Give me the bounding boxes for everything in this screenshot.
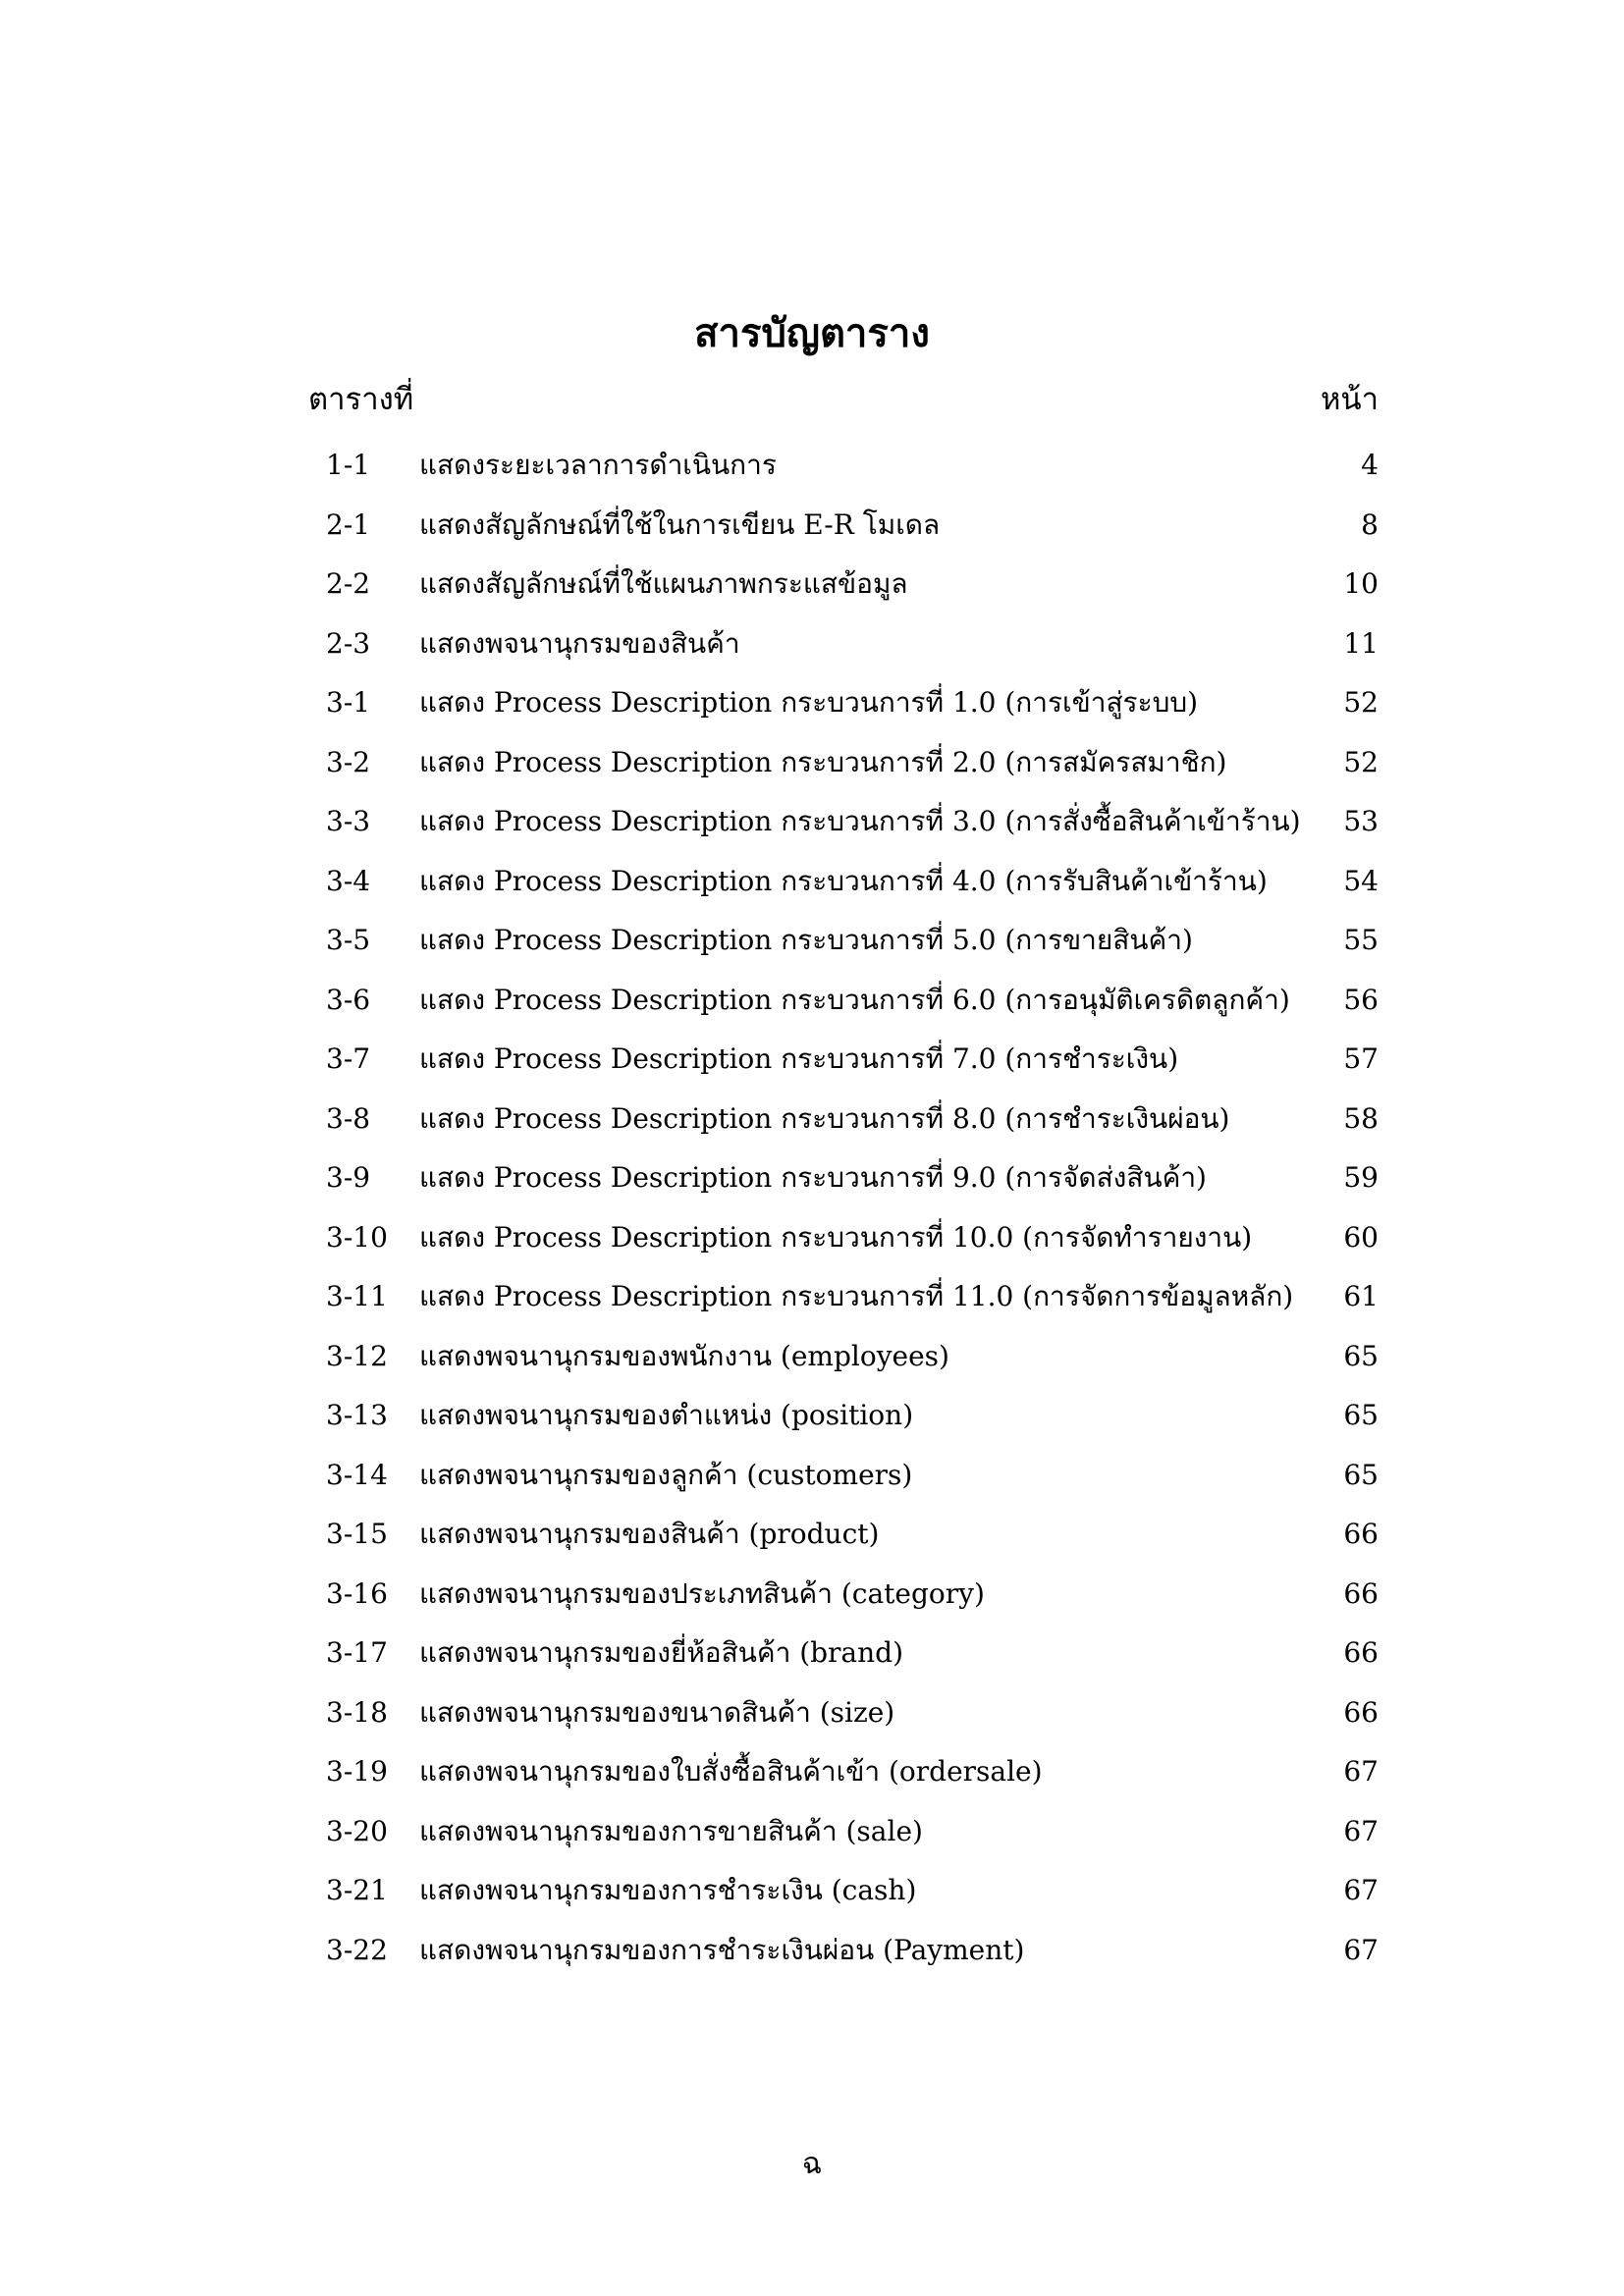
- page-number-column-header: หน้า: [1320, 382, 1379, 417]
- table-number: 3-10: [326, 1220, 388, 1254]
- table-number: 3-4: [326, 864, 371, 897]
- table-number: 3-1: [326, 686, 371, 719]
- table-description: แสดง Process Description กระบวนการที่ 5.0 (การขายสินค้า): [419, 924, 1193, 956]
- table-number: 3-22: [326, 1933, 388, 1966]
- table-description: แสดงพจนานุกรมของการชำระเงินผ่อน (Payment): [419, 1933, 1025, 1966]
- table-number-column-header: ตารางที่: [308, 382, 414, 417]
- list-item: [0, 1208, 1624, 1268]
- table-number: 2-2: [326, 567, 371, 600]
- list-item: [0, 1565, 1624, 1625]
- page-number: 67: [1343, 1814, 1379, 1847]
- table-description: แสดง Process Description กระบวนการที่ 6.0 (การอนุมัติเครดิตลูกค้า): [419, 983, 1290, 1016]
- list-item: [0, 436, 1624, 496]
- page-number: 66: [1343, 1695, 1379, 1729]
- list-item: [0, 1624, 1624, 1683]
- page-number: 67: [1343, 1755, 1379, 1788]
- page-number: 52: [1343, 686, 1379, 719]
- table-number: 3-13: [326, 1399, 388, 1431]
- table-description: แสดง Process Description กระบวนการที่ 2.0 (การสมัครสมาชิก): [419, 745, 1227, 778]
- page-title: สารบัญตาราง: [694, 310, 930, 356]
- list-item: [0, 1921, 1624, 1981]
- page-number: 58: [1343, 1101, 1379, 1135]
- page-number: 56: [1343, 983, 1379, 1016]
- table-of-tables-list: [0, 436, 1624, 1980]
- page-number: 66: [1343, 1636, 1379, 1669]
- page-number: 66: [1343, 1576, 1379, 1610]
- page-number: 4: [1361, 449, 1379, 481]
- table-description: แสดงระยะเวลาการดำเนินการ: [419, 449, 777, 481]
- table-description: แสดง Process Description กระบวนการที่ 11.0 (การจัดการข้อมูลหลัก): [419, 1280, 1294, 1312]
- table-number: 3-18: [326, 1695, 388, 1729]
- table-description: แสดงพจนานุกรมของสินค้า: [419, 626, 740, 660]
- page-number: 11: [1343, 626, 1379, 660]
- table-number: 3-2: [326, 745, 371, 778]
- list-item: [0, 733, 1624, 793]
- table-description: แสดง Process Description กระบวนการที่ 9.0 (การจัดส่งสินค้า): [419, 1161, 1207, 1194]
- page-number: 66: [1343, 1518, 1379, 1550]
- table-description: แสดงพจนานุกรมของยี่ห้อสินค้า (brand): [419, 1636, 904, 1669]
- table-number: 3-9: [326, 1161, 371, 1194]
- table-number: 3-16: [326, 1576, 388, 1610]
- page-number: 60: [1343, 1220, 1379, 1254]
- table-description: แสดงพจนานุกรมของขนาดสินค้า (size): [419, 1695, 895, 1729]
- table-number: 3-21: [326, 1874, 388, 1906]
- table-description: แสดงสัญลักษณ์ที่ใช้ในการเขียน E-R โมเดล: [419, 507, 941, 541]
- page-number: 67: [1343, 1933, 1379, 1966]
- table-number: 3-8: [326, 1101, 371, 1135]
- list-item: [0, 1683, 1624, 1743]
- table-number: 3-5: [326, 924, 371, 956]
- page-number: 65: [1343, 1339, 1379, 1372]
- table-description: แสดงพจนานุกรมของใบสั่งซื้อสินค้าเข้า (ordersale): [419, 1755, 1043, 1788]
- list-item: [0, 1802, 1624, 1862]
- list-item: [0, 911, 1624, 971]
- table-number: 3-20: [326, 1814, 388, 1847]
- list-item: [0, 1148, 1624, 1208]
- table-number: 3-15: [326, 1518, 388, 1550]
- list-item: [0, 1327, 1624, 1387]
- page-number: 65: [1343, 1458, 1379, 1491]
- list-item: [0, 852, 1624, 912]
- page-number: 54: [1343, 864, 1379, 897]
- page-number: 61: [1343, 1280, 1379, 1312]
- list-item: [0, 1446, 1624, 1506]
- list-item: [0, 1505, 1624, 1565]
- page-number: 10: [1343, 567, 1379, 600]
- table-description: แสดงพจนานุกรมของการชำระเงิน (cash): [419, 1874, 917, 1906]
- list-item: [0, 1386, 1624, 1446]
- table-description: แสดงพจนานุกรมของลูกค้า (customers): [419, 1458, 913, 1491]
- table-number: 3-6: [326, 983, 371, 1016]
- page-number: 67: [1343, 1874, 1379, 1906]
- page-number: 55: [1343, 924, 1379, 956]
- table-description: แสดง Process Description กระบวนการที่ 8.0 (การชำระเงินผ่อน): [419, 1101, 1230, 1135]
- table-number: 3-14: [326, 1458, 388, 1491]
- page-footer-number: ฉ: [801, 2147, 823, 2181]
- table-number: 1-1: [326, 449, 371, 481]
- table-number: 3-19: [326, 1755, 388, 1788]
- table-description: แสดง Process Description กระบวนการที่ 4.0 (การรับสินค้าเข้าร้าน): [419, 864, 1268, 897]
- list-item: [0, 971, 1624, 1031]
- table-description: แสดงสัญลักษณ์ที่ใช้แผนภาพกระแสข้อมูล: [419, 567, 908, 600]
- page-number: 57: [1343, 1042, 1379, 1075]
- list-item: [0, 1090, 1624, 1149]
- page-number: 52: [1343, 745, 1379, 778]
- table-number: 2-1: [326, 507, 371, 541]
- table-description: แสดงพจนานุกรมของตำแหน่ง (position): [419, 1399, 914, 1431]
- table-description: แสดงพจนานุกรมของพนักงาน (employees): [419, 1339, 949, 1372]
- table-description: แสดงพจนานุกรมของการขายสินค้า (sale): [419, 1814, 923, 1847]
- table-number: 2-3: [326, 626, 371, 660]
- table-description: แสดง Process Description กระบวนการที่ 7.0 (การชำระเงิน): [419, 1042, 1179, 1075]
- table-number: 3-3: [326, 805, 371, 837]
- table-description: แสดงพจนานุกรมของประเภทสินค้า (category): [419, 1576, 985, 1610]
- page-number: 65: [1343, 1399, 1379, 1431]
- list-item: [0, 1030, 1624, 1090]
- table-description: แสดง Process Description กระบวนการที่ 1.0 (การเข้าสู่ระบบ): [419, 686, 1199, 719]
- table-number: 3-12: [326, 1339, 388, 1372]
- table-number: 3-11: [326, 1280, 388, 1312]
- table-description: แสดงพจนานุกรมของสินค้า (product): [419, 1518, 880, 1550]
- table-description: แสดง Process Description กระบวนการที่ 10.0 (การจัดทำรายงาน): [419, 1220, 1253, 1254]
- list-item: [0, 673, 1624, 733]
- list-item: [0, 1267, 1624, 1327]
- table-number: 3-7: [326, 1042, 371, 1075]
- page-number: 8: [1361, 507, 1379, 541]
- list-item: [0, 555, 1624, 614]
- list-item: [0, 496, 1624, 556]
- list-item: [0, 792, 1624, 852]
- table-description: แสดง Process Description กระบวนการที่ 3.0 (การสั่งซื้อสินค้าเข้าร้าน): [419, 805, 1301, 837]
- page-number: 53: [1343, 805, 1379, 837]
- list-item: [0, 1861, 1624, 1921]
- list-item: [0, 614, 1624, 674]
- page-number: 59: [1343, 1161, 1379, 1194]
- table-number: 3-17: [326, 1636, 388, 1669]
- list-item: [0, 1742, 1624, 1802]
